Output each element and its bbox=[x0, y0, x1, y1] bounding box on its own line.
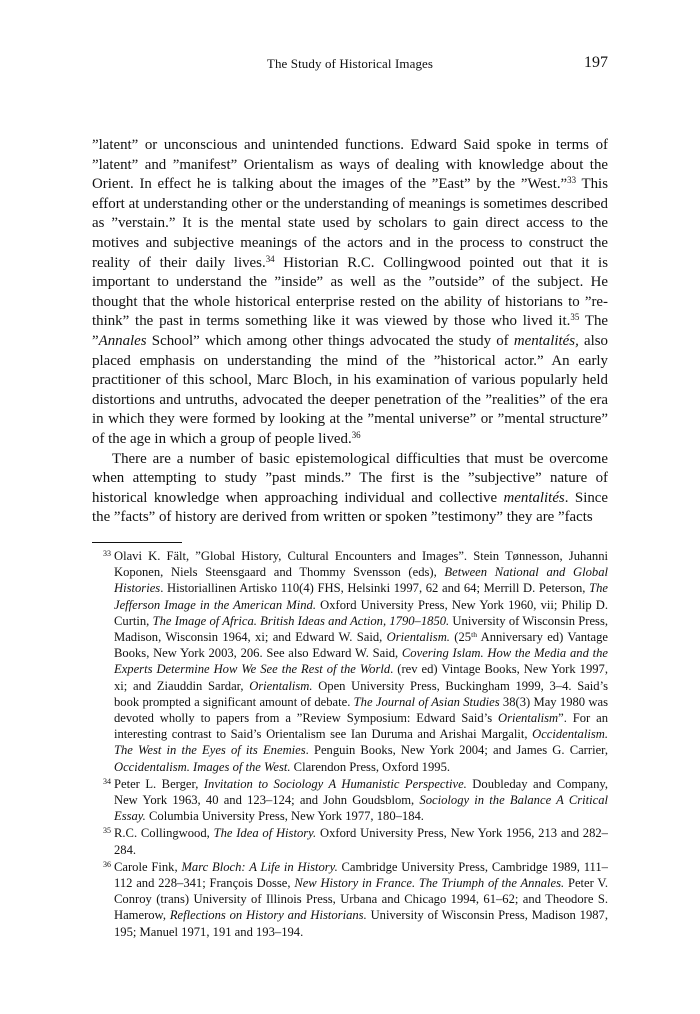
footnote-text-run: Peter L. Berger, bbox=[114, 776, 204, 791]
footnote-italic-run: Orientalism. bbox=[249, 678, 313, 693]
paragraph-text-run: also placed emphasis on understanding the mind of the ”historical actor.” An early practitioner of this school, Marc Bloch, in his examination of various popularly held distortions and untruths, advocated the deeper penetration of the ”realities” of the era in which they were formed by looking at the ”mental universe” or ”mental structure” of the age in which a group of people lived. bbox=[92, 332, 608, 447]
paragraph-2 bbox=[92, 450, 608, 528]
footnote-italic-run: The Image of Africa. British Ideas and Action, 1790–1850. bbox=[152, 613, 450, 628]
footnote-italic-run: The Idea of History. bbox=[213, 826, 317, 841]
footnote-text-run: Clarendon Press, Oxford 1995. bbox=[290, 759, 451, 774]
footnote-note-ref: th bbox=[471, 629, 477, 639]
paragraph-note-ref: 34 bbox=[265, 253, 275, 264]
footnote-text-run: Carole Fink, bbox=[114, 859, 182, 874]
page-number: 197 bbox=[584, 54, 608, 71]
paragraph-italic-run: Annales bbox=[98, 332, 147, 349]
footnote-italic-run: Occidentalism. The West in the Eyes of its Enemies bbox=[114, 727, 608, 758]
footnote-text-run: (25 bbox=[449, 630, 472, 645]
footnote-text-run: University of Wisconsin Press, Madison, Wisconsin 1964, xi; and Edward W. Said, bbox=[114, 613, 608, 645]
footnote-text-run: Open University Press, Buckingham 1999, 3–4. Said’s book prompted a significant amount of debate. bbox=[114, 678, 608, 709]
paragraph-text-run: There are a number of basic epistemological difficulties that must be overcome when attempting to study ”past minds.” The first is the ”subjective” nature of historical knowledge when approaching individual and collective bbox=[92, 450, 608, 506]
footnote-italic-run: Orientalism bbox=[497, 711, 559, 726]
footnote-text-run: Peter V. Conroy (trans) University of Illinois Press, Urbana and Chicago 1994, 61–62; and Theodore S. Hamerow, bbox=[114, 876, 608, 923]
footnote-text-run: 38(3) May 1980 was devoted wholly to papers from a ”Review Symposium: Edward Said’s bbox=[114, 694, 608, 726]
footnote-italic-run: Marc Bloch: A Life in History. bbox=[181, 859, 338, 874]
footnotes bbox=[92, 548, 608, 941]
footnote-italic-run: Covering Islam. How the Media and the Experts Determine How We See the Rest of the World bbox=[114, 646, 608, 677]
footnote-number: 33 bbox=[103, 549, 111, 558]
paragraph-note-ref: 36 bbox=[351, 430, 361, 440]
footnote-34 bbox=[92, 776, 608, 825]
footnote-number: 35 bbox=[103, 826, 111, 836]
paragraph-text-run: . Since the ”facts” of history are derived from written or spoken ”testimony” they are ”facts bbox=[92, 489, 608, 526]
footnote-text-run: Doubleday and Company, New York 1963, 40 and 123–124; and John Goudsblom, bbox=[114, 776, 608, 808]
paragraph-note-ref: 35 bbox=[570, 312, 580, 323]
footnote-text-run: Oxford University Press, New York 1960, vii; Philip D. Curtin, bbox=[114, 597, 608, 628]
footnote-italic-run: The Jefferson Image in the American Mind. bbox=[114, 581, 608, 612]
footnote-text-run: Columbia University Press, New York 1977, 180–184. bbox=[145, 809, 424, 824]
footnote-text-run: . Historiallinen Artisko 110(4) FHS, Helsinki 1997, 62 and 64; Merrill D. Peterson, bbox=[160, 581, 590, 596]
footnote-italic-run: Occidentalism. Images of the West. bbox=[114, 759, 291, 774]
paragraph-text-run: School” which among other things advocated the study of bbox=[146, 332, 514, 349]
paragraph-text-run: The ” bbox=[92, 313, 609, 349]
paragraph-note-ref: 33 bbox=[567, 175, 577, 186]
footnote-36 bbox=[92, 859, 608, 940]
running-title: The Study of Historical Images bbox=[266, 56, 434, 71]
paragraph-text-run: This effort at understanding other or the understanding of meanings is sometimes described as ”verstain.” It is the mental state used by scholars to gain direct access to the motives and subjective meanings of the actors and in the process to construct the reality of their daily lives. bbox=[92, 176, 608, 271]
paragraph-text-run: Historian R.C. Collingwood pointed out that it is important to understand the ”inside” as well as the ”outside” of the subject. He thought that the whole historical enterprise rested on the ability of historians to ”re-think” the past in terms something like it was viewed by those who lived it. bbox=[92, 254, 608, 330]
body-text bbox=[92, 136, 608, 528]
paragraph-italic-run: mentalités bbox=[503, 489, 565, 506]
footnote-divider bbox=[92, 542, 182, 543]
footnote-text-run: . (rev ed) Vintage Books, New York 1997, xi; and Ziauddin Sardar, bbox=[114, 662, 608, 693]
running-head bbox=[92, 54, 608, 74]
paragraph-italic-run: mentalités, bbox=[513, 332, 579, 349]
paragraph-1 bbox=[92, 136, 608, 450]
footnote-number: 34 bbox=[103, 776, 111, 786]
paragraph-text-run: ”latent” or unconscious and unintended functions. Edward Said spoke in terms of ”latent” and ”manifest” Orientalism as ways of dealing with knowledge about the Orient. In effect he is talking about the images of the ”East” by the ”West.” bbox=[92, 137, 608, 193]
footnote-italic-run: Sociology in the Balance A Critical Essay. bbox=[114, 793, 608, 824]
footnote-italic-run: Orientalism. bbox=[386, 630, 450, 645]
footnote-text-run: Cambridge University Press, Cambridge 1989, 111–112 and 228–341; François Dosse, bbox=[114, 859, 608, 891]
footnote-italic-run: Between National and Global Histories bbox=[114, 565, 609, 596]
footnote-33 bbox=[92, 548, 608, 775]
footnote-text-run: University of Wisconsin Press, Madison 1987, 195; Manuel 1971, 191 and 193–194. bbox=[114, 908, 608, 939]
footnote-italic-run: New History in France. The Triumph of the Annales. bbox=[294, 876, 565, 891]
footnote-italic-run: Invitation to Sociology A Humanistic Perspective. bbox=[203, 776, 467, 791]
footnote-italic-run: Reflections on History and Historians. bbox=[169, 908, 367, 923]
footnote-text-run: Olavi K. Fält, ”Global History, Cultural Encounters and Images”. Stein Tønnesson, Juhanni Koponen, Niels Steensgaard and Thommy Svensson (eds), bbox=[114, 549, 608, 580]
footnote-italic-run: The Journal of Asian Studies bbox=[353, 694, 500, 709]
footnote-35 bbox=[92, 825, 608, 857]
footnote-text-run: R.C. Collingwood, bbox=[114, 826, 214, 841]
footnote-text-run: ”. For an interesting contrast to Said’s Orientalism see Ian Duruma and Arishai Margalit, bbox=[114, 711, 608, 742]
footnote-text-run: . Penguin Books, New York 2004; and James G. Carrier, bbox=[305, 743, 608, 758]
footnote-number: 36 bbox=[103, 859, 111, 869]
footnote-text-run: Anniversary ed) Vantage Books, New York 2003, 206. See also Edward W. Said, bbox=[114, 630, 608, 661]
footnote-text-run: Oxford University Press, New York 1956, 213 and 282–284. bbox=[114, 826, 608, 857]
